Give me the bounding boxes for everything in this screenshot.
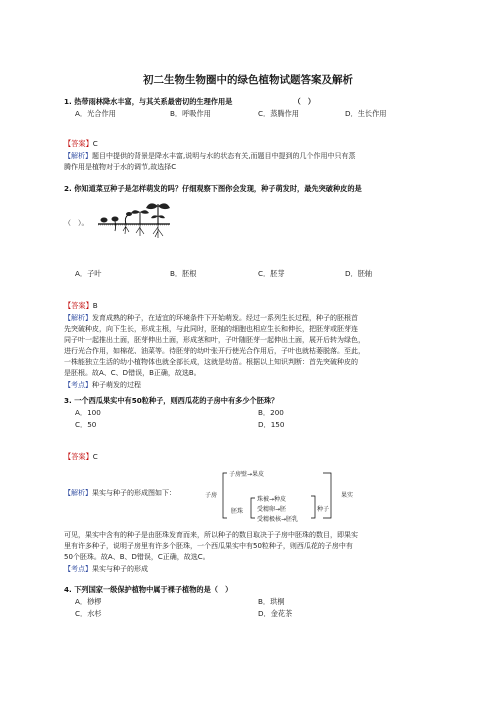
answer-value: C	[92, 452, 98, 461]
question-2-stem: 2. 你知道菜豆种子是怎样萌发的吗？仔细观察下图你会发现，种子萌发时，最先突破种皮的是	[64, 184, 362, 193]
q4-option-b: B．珙桐	[258, 597, 285, 606]
q3-option-b: B．200	[258, 408, 284, 417]
diagram-seed: 种子	[317, 506, 330, 513]
analysis-text: 果实与种子的形成图如下：	[92, 489, 176, 497]
q2-analysis-line-4: 进行光合作用，如棉花、油菜等。待胚芽的幼叶张开行使光合作用后，子叶也就枯萎脱落。至此，	[64, 347, 365, 355]
q1-analysis-line-1	[64, 151, 355, 161]
diagram-fertilized-egg: 受精卵→胚	[257, 506, 287, 513]
q4-option-a: A．桫椤	[75, 597, 102, 606]
q2-analysis-line-5: 一株能独立生活的幼小植物体也就全部长成，这就是幼苗。根据以上知识判断：首先突破种皮的	[64, 358, 358, 366]
q1-option-d: D．生长作用	[345, 109, 387, 118]
q1-option-a: A．光合作用	[75, 109, 116, 118]
q2-option-d: D．胚轴	[345, 269, 373, 278]
q1-answer	[64, 139, 98, 149]
point-text: 种子萌发的过程	[92, 381, 141, 389]
analysis-tag: 【解析】	[64, 152, 92, 160]
q2-answer	[64, 301, 98, 311]
diagram-integument: 珠被→种皮	[257, 496, 287, 503]
q3-answer	[64, 452, 98, 462]
q1-option-b: B．呼吸作用	[170, 109, 211, 118]
q2-analysis-line-3: 同子叶一起推出土面，胚芽伸出土面，形成茎和叶，子叶随胚芽一起伸出土面，展开后转为绿色，	[64, 336, 365, 344]
seed-germination-figure	[98, 198, 170, 242]
question-4-stem: 4. 下列国家一级保护植物中属于裸子植物的是（ ）	[64, 585, 233, 594]
fruit-seed-formation-diagram	[205, 468, 375, 526]
diagram-ovary-wall: 子房壁→果皮	[229, 471, 265, 478]
q2-option-c: C．胚芽	[258, 269, 285, 278]
q3-analysis-intro	[64, 488, 176, 498]
q2-bracket: （ ）。	[64, 219, 89, 227]
q2-point	[64, 380, 141, 390]
answer-tag: 【答案】	[64, 452, 93, 461]
q3-option-a: A．100	[75, 408, 101, 417]
q3-analysis-line-1: 可见，果实中含有的种子是由胚珠发育而来，所以种子的数目取决于子房中胚珠的数目，即果实	[64, 531, 358, 539]
q4-option-d: D．金花茶	[258, 609, 293, 618]
point-tag: 【考点】	[64, 381, 92, 389]
page-title: 初二生物生物圈中的绿色植物试题答案及解析	[143, 74, 353, 86]
analysis-tag: 【解析】	[64, 489, 92, 497]
answer-value: C	[92, 139, 98, 148]
q2-analysis-line-6: 是胚根。故A、C、D错误，B正确，故选B。	[64, 369, 201, 377]
analysis-text: 发育成熟的种子，在适宜的环境条件下开始萌发。经过一系列生长过程，种子的胚根首	[92, 314, 358, 322]
question-3-stem: 3. 一个西瓜果实中有50粒种子，则西瓜花的子房中有多少个胚珠？	[64, 396, 279, 405]
q1-option-c: C．蒸腾作用	[258, 109, 299, 118]
question-1-stem: 1. 热带雨林降水丰富，与其关系最密切的生理作用是 （ ）	[64, 97, 316, 106]
analysis-text: 题目中提供的背景是降水丰富,说明与水的状态有关,而题目中提到的几个作用中只有蒸	[92, 152, 356, 160]
analysis-tag: 【解析】	[64, 314, 92, 322]
q3-point	[64, 564, 148, 574]
q2-option-a: A．子叶	[75, 269, 102, 278]
answer-tag: 【答案】	[64, 301, 93, 310]
q4-option-c: C．水杉	[75, 609, 102, 618]
q3-analysis-line-2: 里有许多种子，说明子房里有许多个胚珠，一个西瓜果实中有50粒种子，则西瓜花的子房中有	[64, 542, 353, 550]
q2-option-b: B．胚根	[170, 269, 197, 278]
answer-tag: 【答案】	[64, 139, 93, 148]
q2-analysis-line-1	[64, 313, 358, 323]
point-tag: 【考点】	[64, 565, 92, 573]
point-text: 果实与种子的形成	[92, 565, 148, 573]
diagram-ovary: 子房	[205, 492, 218, 499]
q1-analysis-line-2: 腾作用是植物对于水的调节,故选择C	[64, 163, 177, 171]
q3-option-d: D．150	[258, 420, 285, 429]
q2-analysis-line-2: 先突破种皮，向下生长，形成主根，与此同时，胚轴的细胞也相应生长和伸长，把胚芽或胚芽连	[64, 325, 358, 333]
diagram-fruit: 果实	[341, 492, 354, 499]
answer-value: B	[92, 301, 98, 310]
diagram-polar-nuclei: 受精极核→胚乳	[257, 516, 299, 523]
diagram-ovule: 胚珠	[231, 508, 244, 515]
q3-option-c: C．50	[75, 420, 97, 429]
q3-analysis-line-3: 50个胚珠。故A、B、D错误，C正确，故选C。	[64, 553, 210, 561]
